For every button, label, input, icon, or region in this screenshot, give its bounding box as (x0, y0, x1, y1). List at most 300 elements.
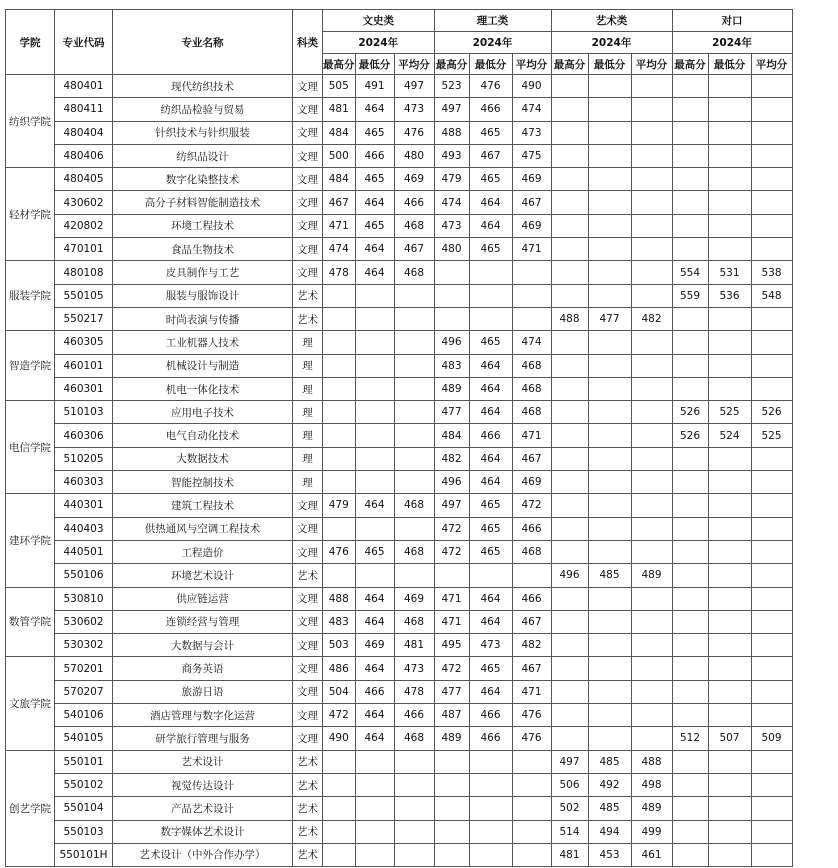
score-cell (551, 191, 588, 214)
score-cell (751, 750, 792, 773)
score-cell (394, 307, 434, 330)
score-cell: 469 (512, 168, 551, 191)
score-cell: 465 (469, 517, 512, 540)
score-cell: 464 (469, 401, 512, 424)
subject-cell: 文理 (293, 494, 323, 517)
score-cell: 500 (323, 144, 356, 167)
score-cell: 466 (394, 704, 434, 727)
score-cell (588, 214, 631, 237)
score-cell: 498 (631, 773, 672, 796)
score-cell (394, 377, 434, 400)
score-cell (355, 843, 394, 866)
score-cell: 464 (469, 354, 512, 377)
subject-cell: 文理 (293, 680, 323, 703)
score-cell (323, 447, 356, 470)
score-cell: 466 (355, 144, 394, 167)
score-cell (394, 843, 434, 866)
score-cell: 465 (469, 331, 512, 354)
score-cell: 464 (469, 587, 512, 610)
major-name-cell: 大数据与会计 (113, 634, 293, 657)
score-cell (708, 354, 751, 377)
score-cell: 468 (394, 727, 434, 750)
score-cell: 523 (434, 75, 469, 98)
score-cell (588, 261, 631, 284)
score-cell: 464 (355, 238, 394, 261)
score-cell (323, 331, 356, 354)
score-cell (355, 564, 394, 587)
score-cell: 465 (355, 121, 394, 144)
major-name-cell: 高分子材料智能制造技术 (113, 191, 293, 214)
score-cell: 465 (469, 657, 512, 680)
score-cell (434, 797, 469, 820)
score-cell: 472 (512, 494, 551, 517)
college-cell: 电信学院 (6, 401, 55, 494)
score-cell (631, 144, 672, 167)
score-cell (631, 424, 672, 447)
score-cell (323, 307, 356, 330)
score-cell (672, 750, 708, 773)
score-cell: 483 (434, 354, 469, 377)
table-row (6, 587, 793, 610)
score-cell (551, 238, 588, 261)
score-cell (355, 773, 394, 796)
score-cell (394, 331, 434, 354)
subject-cell: 艺术 (293, 284, 323, 307)
score-cell: 472 (434, 517, 469, 540)
score-cell (355, 354, 394, 377)
score-cell: 473 (469, 634, 512, 657)
score-cell (551, 214, 588, 237)
major-code-cell: 540106 (55, 704, 113, 727)
header-year: 2024年 (672, 32, 792, 54)
score-cell (672, 843, 708, 866)
major-code-cell: 440403 (55, 517, 113, 540)
major-name-cell: 食品生物技术 (113, 238, 293, 261)
score-cell: 489 (631, 797, 672, 820)
score-cell (323, 797, 356, 820)
score-cell: 504 (323, 680, 356, 703)
score-cell: 464 (469, 680, 512, 703)
header-stat-max: 最高分 (323, 54, 356, 75)
score-cell (751, 98, 792, 121)
header-year: 2024年 (434, 32, 551, 54)
score-cell: 468 (394, 214, 434, 237)
score-cell (751, 377, 792, 400)
score-cell: 495 (434, 634, 469, 657)
score-cell (394, 424, 434, 447)
score-cell: 464 (469, 447, 512, 470)
score-cell: 464 (355, 587, 394, 610)
table-row (6, 307, 793, 330)
subject-cell: 理 (293, 401, 323, 424)
score-cell (672, 307, 708, 330)
college-cell: 文旅学院 (6, 657, 55, 750)
score-cell: 548 (751, 284, 792, 307)
major-name-cell: 皮具制作与工艺 (113, 261, 293, 284)
subject-cell: 艺术 (293, 773, 323, 796)
score-cell (469, 797, 512, 820)
score-cell: 464 (355, 494, 394, 517)
score-cell: 499 (631, 820, 672, 843)
score-cell (355, 307, 394, 330)
major-name-cell: 机械设计与制造 (113, 354, 293, 377)
score-cell (708, 517, 751, 540)
score-cell: 467 (512, 610, 551, 633)
table-row (6, 98, 793, 121)
score-cell: 484 (323, 168, 356, 191)
table-row (6, 377, 793, 400)
score-cell: 559 (672, 284, 708, 307)
major-code-cell: 550101H (55, 843, 113, 866)
major-code-cell: 510103 (55, 401, 113, 424)
major-name-cell: 供热通风与空调工程技术 (113, 517, 293, 540)
score-cell (588, 657, 631, 680)
score-cell (708, 610, 751, 633)
score-cell: 484 (323, 121, 356, 144)
score-cell (394, 471, 434, 494)
major-name-cell: 供应链运营 (113, 587, 293, 610)
major-code-cell: 550102 (55, 773, 113, 796)
score-cell (751, 75, 792, 98)
score-cell (394, 564, 434, 587)
score-cell (631, 354, 672, 377)
score-cell: 465 (469, 540, 512, 563)
table-row (6, 750, 793, 773)
score-cell: 466 (512, 517, 551, 540)
score-cell: 464 (469, 191, 512, 214)
score-cell (751, 657, 792, 680)
score-cell (588, 587, 631, 610)
score-cell (672, 191, 708, 214)
score-cell: 467 (469, 144, 512, 167)
header-group-yishu: 艺术类 (551, 10, 672, 32)
score-cell (588, 284, 631, 307)
major-name-cell: 视觉传达设计 (113, 773, 293, 796)
header-stat-avg: 平均分 (631, 54, 672, 75)
table-row (6, 261, 793, 284)
score-cell: 489 (434, 377, 469, 400)
table-row (6, 121, 793, 144)
major-code-cell: 480404 (55, 121, 113, 144)
score-cell (751, 587, 792, 610)
subject-cell: 文理 (293, 587, 323, 610)
score-cell: 466 (512, 587, 551, 610)
score-cell (323, 750, 356, 773)
score-cell (355, 424, 394, 447)
score-cell (708, 191, 751, 214)
score-cell: 481 (394, 634, 434, 657)
score-cell: 468 (394, 610, 434, 633)
score-cell (551, 680, 588, 703)
score-cell: 488 (323, 587, 356, 610)
score-cell: 514 (551, 820, 588, 843)
score-cell (469, 261, 512, 284)
header-subject: 科类 (293, 10, 323, 75)
score-cell (672, 820, 708, 843)
score-cell (355, 377, 394, 400)
score-cell (631, 587, 672, 610)
table-row (6, 331, 793, 354)
score-cell (355, 750, 394, 773)
score-cell (708, 680, 751, 703)
major-name-cell: 时尚表演与传播 (113, 307, 293, 330)
table-row (6, 447, 793, 470)
score-cell (355, 517, 394, 540)
score-cell: 474 (512, 331, 551, 354)
major-code-cell: 480411 (55, 98, 113, 121)
score-cell (355, 471, 394, 494)
score-cell (708, 820, 751, 843)
score-cell (588, 517, 631, 540)
score-cell: 467 (512, 191, 551, 214)
score-cell (323, 564, 356, 587)
score-cell: 478 (394, 680, 434, 703)
score-cell (394, 750, 434, 773)
score-cell: 473 (394, 657, 434, 680)
score-cell (631, 191, 672, 214)
score-cell (751, 680, 792, 703)
score-cell: 538 (751, 261, 792, 284)
score-cell (631, 238, 672, 261)
score-cell: 464 (355, 191, 394, 214)
college-cell: 纺织学院 (6, 75, 55, 168)
score-cell (551, 377, 588, 400)
score-cell: 490 (512, 75, 551, 98)
major-name-cell: 纺织品检验与贸易 (113, 98, 293, 121)
score-cell: 483 (323, 610, 356, 633)
score-cell (631, 634, 672, 657)
score-cell (434, 284, 469, 307)
score-cell: 497 (434, 98, 469, 121)
score-cell: 466 (469, 727, 512, 750)
score-cell: 488 (434, 121, 469, 144)
college-cell: 建环学院 (6, 494, 55, 587)
score-cell (672, 75, 708, 98)
score-cell: 461 (631, 843, 672, 866)
score-cell (751, 540, 792, 563)
subject-cell: 文理 (293, 191, 323, 214)
score-cell (323, 820, 356, 843)
score-cell (551, 610, 588, 633)
score-cell: 476 (394, 121, 434, 144)
score-cell (512, 820, 551, 843)
score-cell (355, 331, 394, 354)
table-row (6, 657, 793, 680)
major-code-cell: 570201 (55, 657, 113, 680)
score-cell: 471 (512, 680, 551, 703)
score-cell: 484 (434, 424, 469, 447)
major-code-cell: 570207 (55, 680, 113, 703)
score-cell: 486 (323, 657, 356, 680)
subject-cell: 理 (293, 377, 323, 400)
score-cell (588, 704, 631, 727)
score-cell (469, 820, 512, 843)
score-cell (588, 168, 631, 191)
score-cell (355, 447, 394, 470)
score-cell (588, 610, 631, 633)
score-cell (751, 517, 792, 540)
table-row (6, 773, 793, 796)
header-stat-avg: 平均分 (751, 54, 792, 75)
header-stat-min: 最低分 (588, 54, 631, 75)
score-cell (751, 610, 792, 633)
score-cell (588, 238, 631, 261)
table-row (6, 494, 793, 517)
score-cell (469, 843, 512, 866)
score-cell: 464 (355, 704, 394, 727)
score-cell: 524 (708, 424, 751, 447)
score-cell (512, 284, 551, 307)
score-cell (631, 517, 672, 540)
score-cell (708, 587, 751, 610)
score-cell: 489 (434, 727, 469, 750)
score-cell (551, 261, 588, 284)
score-cell (672, 121, 708, 144)
score-cell (751, 447, 792, 470)
score-cell: 512 (672, 727, 708, 750)
subject-cell: 理 (293, 471, 323, 494)
score-cell (672, 704, 708, 727)
major-name-cell: 数字化染整技术 (113, 168, 293, 191)
score-cell (672, 377, 708, 400)
table-row (6, 680, 793, 703)
score-cell: 488 (631, 750, 672, 773)
score-cell (751, 307, 792, 330)
score-cell (551, 284, 588, 307)
major-code-cell: 460301 (55, 377, 113, 400)
college-cell: 轻材学院 (6, 168, 55, 261)
score-cell (551, 471, 588, 494)
major-name-cell: 纺织品设计 (113, 144, 293, 167)
score-cell: 531 (708, 261, 751, 284)
score-cell: 453 (588, 843, 631, 866)
score-cell (708, 494, 751, 517)
score-cell (708, 564, 751, 587)
major-code-cell: 480405 (55, 168, 113, 191)
score-cell: 496 (434, 471, 469, 494)
major-name-cell: 酒店管理与数字化运营 (113, 704, 293, 727)
score-cell (631, 98, 672, 121)
score-cell (551, 634, 588, 657)
table-row (6, 168, 793, 191)
score-cell (551, 517, 588, 540)
score-cell: 497 (551, 750, 588, 773)
score-cell: 473 (512, 121, 551, 144)
score-cell (672, 773, 708, 796)
score-cell (631, 680, 672, 703)
major-code-cell: 530302 (55, 634, 113, 657)
score-cell (751, 820, 792, 843)
subject-cell: 艺术 (293, 820, 323, 843)
score-cell: 525 (751, 424, 792, 447)
table-row (6, 424, 793, 447)
score-cell: 476 (512, 727, 551, 750)
subject-cell: 文理 (293, 704, 323, 727)
score-cell (551, 727, 588, 750)
header-stat-max: 最高分 (551, 54, 588, 75)
score-cell (588, 354, 631, 377)
score-cell: 465 (469, 238, 512, 261)
score-cell (512, 797, 551, 820)
score-cell: 480 (394, 144, 434, 167)
score-cell (551, 98, 588, 121)
score-cell (512, 261, 551, 284)
table-row (6, 610, 793, 633)
major-name-cell: 产品艺术设计 (113, 797, 293, 820)
score-cell (394, 773, 434, 796)
score-cell (672, 564, 708, 587)
score-cell (434, 307, 469, 330)
score-cell (751, 564, 792, 587)
score-cell (751, 144, 792, 167)
score-cell: 467 (512, 657, 551, 680)
major-code-cell: 550103 (55, 820, 113, 843)
score-cell (672, 144, 708, 167)
score-cell (551, 354, 588, 377)
score-cell (672, 797, 708, 820)
major-code-cell: 550101 (55, 750, 113, 773)
score-cell (708, 75, 751, 98)
score-cell (323, 843, 356, 866)
score-cell (751, 494, 792, 517)
score-cell: 472 (323, 704, 356, 727)
college-cell: 服装学院 (6, 261, 55, 331)
score-cell (631, 447, 672, 470)
score-cell (588, 98, 631, 121)
score-cell: 492 (588, 773, 631, 796)
score-cell (551, 587, 588, 610)
score-cell (588, 680, 631, 703)
score-cell: 479 (323, 494, 356, 517)
subject-cell: 文理 (293, 657, 323, 680)
score-cell: 466 (469, 98, 512, 121)
score-cell (588, 494, 631, 517)
college-cell: 数管学院 (6, 587, 55, 657)
score-cell: 468 (394, 540, 434, 563)
score-cell: 465 (355, 214, 394, 237)
score-cell: 485 (588, 750, 631, 773)
score-cell (751, 191, 792, 214)
score-cell (708, 843, 751, 866)
major-code-cell: 550104 (55, 797, 113, 820)
college-cell: 智造学院 (6, 331, 55, 401)
major-code-cell: 540105 (55, 727, 113, 750)
score-cell (588, 191, 631, 214)
major-name-cell: 机电一体化技术 (113, 377, 293, 400)
major-name-cell: 数字媒体艺术设计 (113, 820, 293, 843)
table-row (6, 401, 793, 424)
score-cell: 468 (394, 494, 434, 517)
score-cell: 482 (631, 307, 672, 330)
major-code-cell: 530602 (55, 610, 113, 633)
score-cell: 525 (708, 401, 751, 424)
score-cell (355, 284, 394, 307)
major-name-cell: 应用电子技术 (113, 401, 293, 424)
score-cell: 480 (434, 238, 469, 261)
score-cell (631, 704, 672, 727)
score-cell (631, 657, 672, 680)
score-cell (512, 564, 551, 587)
score-cell (551, 331, 588, 354)
score-cell: 477 (434, 401, 469, 424)
college-cell: 创艺学院 (6, 750, 55, 866)
score-cell: 464 (469, 610, 512, 633)
score-cell (672, 354, 708, 377)
score-cell: 472 (434, 657, 469, 680)
major-code-cell: 440501 (55, 540, 113, 563)
subject-cell: 文理 (293, 610, 323, 633)
score-cell: 469 (394, 587, 434, 610)
